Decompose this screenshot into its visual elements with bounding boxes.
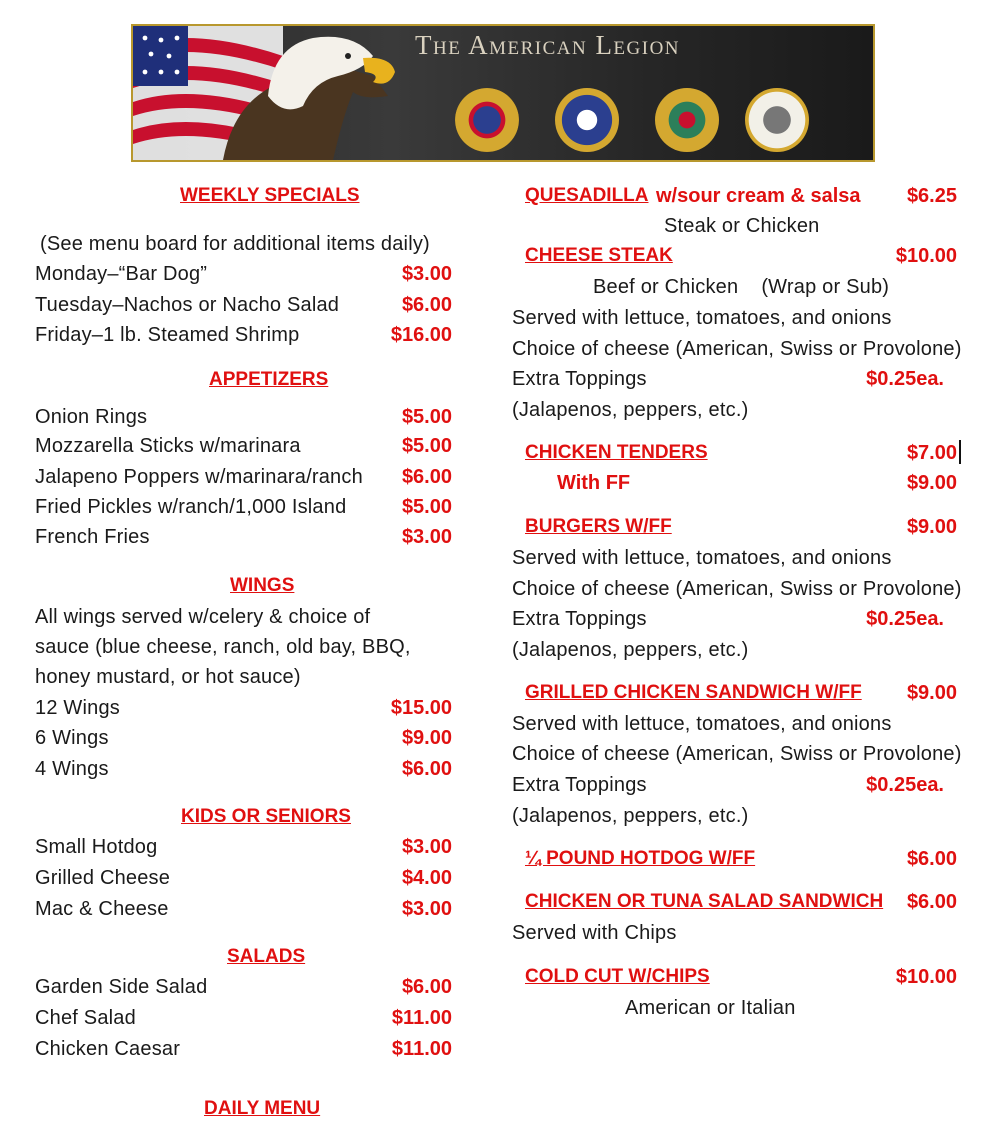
salad-price: $6.00: [401, 976, 452, 998]
appetizer-item: Mozzarella Sticks w/marinara: [35, 435, 301, 457]
cheesesteak-extra: Extra Toppings: [512, 368, 647, 390]
grilled-name: GRILLED CHICKEN SANDWICH W/FF: [525, 682, 862, 703]
quesadilla-price: $6.25: [906, 185, 957, 207]
wings-price: $9.00: [401, 727, 452, 749]
hotdog-name: ¼ POUND HOTDOG W/FF: [525, 848, 756, 869]
weekly-item: Friday–1 lb. Steamed Shrimp: [35, 324, 300, 346]
eagle-icon: [213, 26, 403, 160]
kids-price: $3.00: [401, 836, 452, 858]
wings-heading: WINGS: [230, 575, 295, 596]
appetizer-price: $5.00: [401, 435, 452, 457]
wings-item: 4 Wings: [35, 758, 109, 780]
quesadilla-name: QUESADILLA: [525, 185, 649, 206]
tenders-price: $7.00: [906, 442, 957, 464]
weekly-note: (See menu board for additional items daily): [40, 233, 430, 255]
coldcut-name: COLD CUT W/CHIPS: [525, 966, 710, 987]
weekly-item: Monday–“Bar Dog”: [35, 263, 208, 285]
appetizer-price: $5.00: [401, 496, 452, 518]
quesadilla-suffix: w/sour cream & salsa: [656, 185, 861, 207]
appetizer-item: French Fries: [35, 526, 150, 548]
riders-emblem-icon: [745, 88, 809, 152]
kids-item: Grilled Cheese: [35, 867, 171, 889]
kids-heading: KIDS OR SENIORS: [181, 806, 351, 827]
salad-item: Garden Side Salad: [35, 976, 208, 998]
appetizer-item: Onion Rings: [35, 406, 148, 428]
daily-menu-heading: DAILY MENU: [204, 1098, 321, 1119]
kids-item: Small Hotdog: [35, 836, 158, 858]
burgers-extra-note: (Jalapenos, peppers, etc.): [512, 639, 749, 661]
salads-heading: SALADS: [227, 946, 306, 967]
weekly-price: $6.00: [401, 294, 452, 316]
burgers-cheese: Choice of cheese (American, Swiss or Provolone): [512, 578, 962, 600]
legion-banner: [131, 24, 875, 162]
legion-emblem-icon: [455, 88, 519, 152]
grilled-extra-price: $0.25ea.: [866, 774, 944, 796]
hotdog-price: $6.00: [906, 848, 957, 870]
text-cursor: [959, 440, 961, 464]
tuna-sub: Served with Chips: [512, 922, 677, 944]
weekly-price: $16.00: [390, 324, 452, 346]
grilled-extra: Extra Toppings: [512, 774, 647, 796]
tenders-with-price: $9.00: [906, 472, 957, 494]
cheesesteak-price: $10.00: [895, 245, 957, 267]
quesadilla-sub: Steak or Chicken: [664, 215, 820, 237]
burgers-name: BURGERS W/FF: [525, 516, 672, 537]
burgers-extra: Extra Toppings: [512, 608, 647, 630]
burgers-price: $9.00: [906, 516, 957, 538]
appetizer-price: $6.00: [401, 466, 452, 488]
wings-desc: All wings served w/celery & choice of: [35, 606, 371, 628]
appetizer-item: Jalapeno Poppers w/marinara/ranch: [35, 466, 363, 488]
coldcut-price: $10.00: [895, 966, 957, 988]
wings-item: 6 Wings: [35, 727, 109, 749]
appetizer-price: $3.00: [401, 526, 452, 548]
tuna-price: $6.00: [906, 891, 957, 913]
wings-price: $15.00: [390, 697, 452, 719]
appetizers-heading: APPETIZERS: [209, 369, 329, 390]
tenders-name: CHICKEN TENDERS: [525, 442, 708, 463]
grilled-served: Served with lettuce, tomatoes, and onions: [512, 713, 892, 735]
wings-price: $6.00: [401, 758, 452, 780]
grilled-price: $9.00: [906, 682, 957, 704]
kids-item: Mac & Cheese: [35, 898, 169, 920]
cheesesteak-extra-price: $0.25ea.: [866, 368, 944, 390]
wings-desc: sauce (blue cheese, ranch, old bay, BBQ,: [35, 636, 411, 658]
weekly-specials-heading: WEEKLY SPECIALS: [180, 185, 360, 206]
grilled-extra-note: (Jalapenos, peppers, etc.): [512, 805, 749, 827]
auxiliary-emblem-icon: [555, 88, 619, 152]
cheesesteak-served: Served with lettuce, tomatoes, and onions: [512, 307, 892, 329]
appetizer-item: Fried Pickles w/ranch/1,000 Island: [35, 496, 347, 518]
tuna-name: CHICKEN OR TUNA SALAD SANDWICH: [525, 891, 884, 912]
burgers-served: Served with lettuce, tomatoes, and onions: [512, 547, 892, 569]
salad-item: Chicken Caesar: [35, 1038, 181, 1060]
cheesesteak-sub: Beef or Chicken (Wrap or Sub): [593, 276, 890, 298]
salad-price: $11.00: [391, 1007, 452, 1029]
cheesesteak-name: CHEESE STEAK: [525, 245, 673, 266]
banner-title: The American Legion: [415, 30, 681, 60]
cheesesteak-extra-note: (Jalapenos, peppers, etc.): [512, 399, 749, 421]
grilled-cheese: Choice of cheese (American, Swiss or Provolone): [512, 743, 962, 765]
weekly-item: Tuesday–Nachos or Nacho Salad: [35, 294, 340, 316]
tenders-with: With FF: [557, 472, 631, 494]
kids-price: $3.00: [401, 898, 452, 920]
weekly-price: $3.00: [401, 263, 452, 285]
burgers-extra-price: $0.25ea.: [866, 608, 944, 630]
coldcut-sub: American or Italian: [625, 997, 796, 1019]
salad-item: Chef Salad: [35, 1007, 136, 1029]
wings-item: 12 Wings: [35, 697, 120, 719]
kids-price: $4.00: [401, 867, 452, 889]
wings-desc: honey mustard, or hot sauce): [35, 666, 301, 688]
salad-price: $11.00: [391, 1038, 452, 1060]
appetizer-price: $5.00: [401, 406, 452, 428]
sons-emblem-icon: [655, 88, 719, 152]
cheesesteak-cheese: Choice of cheese (American, Swiss or Provolone): [512, 338, 962, 360]
